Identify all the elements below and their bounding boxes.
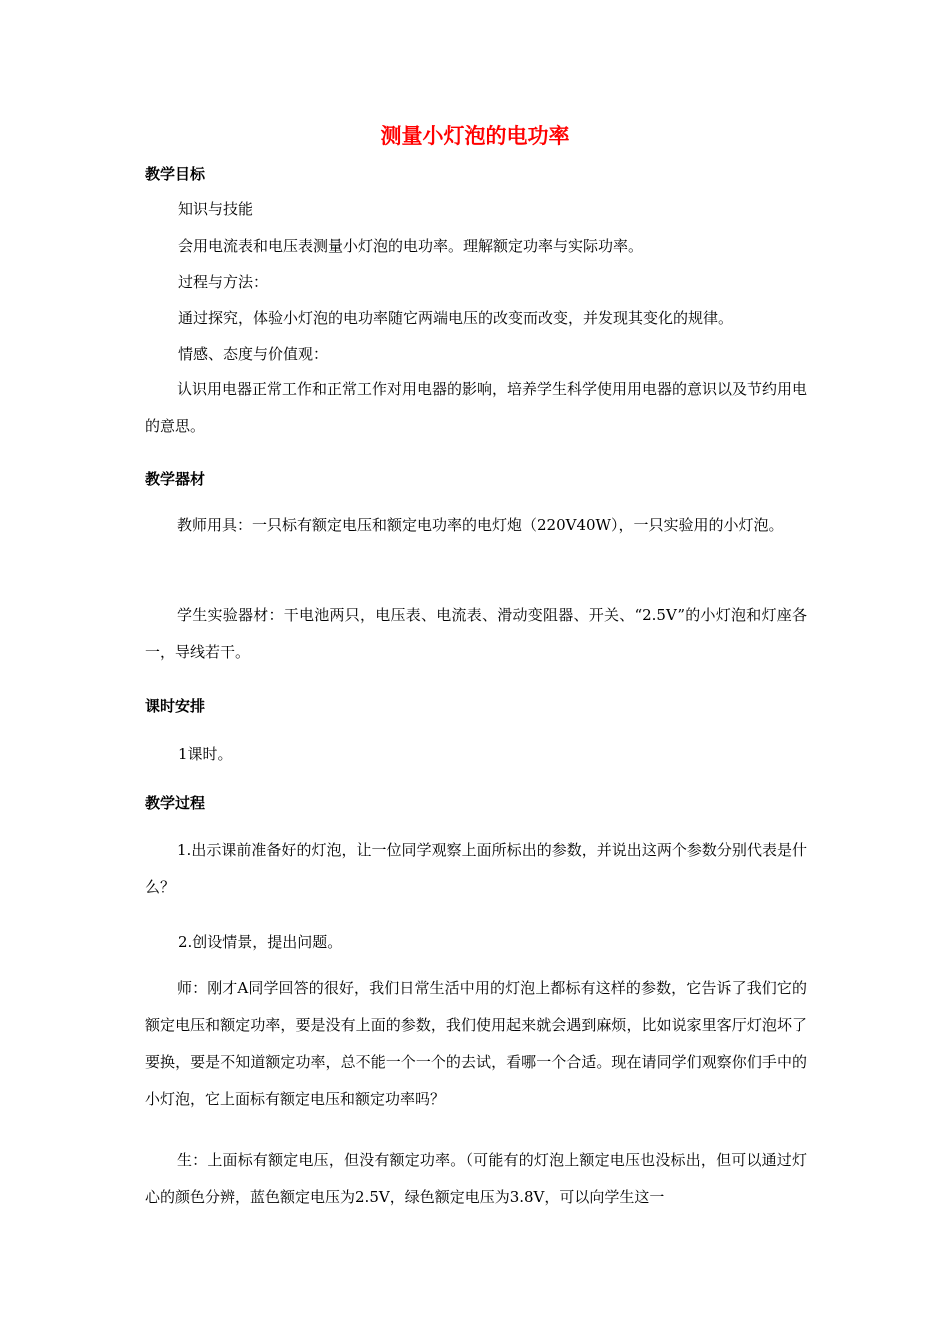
equipment-teacher: 教师用具：一只标有额定电压和额定电功率的电灯炮（220V40W），一只实验用的小灯泡。 (177, 516, 784, 534)
process-student-say: 生：上面标有额定电压，但没有额定功率。（可能有的灯泡上额定电压也没标出，但可以通过灯心的颜色分辨，蓝色额定电压为2.5V，绿色额定电压为3.8V，可以向学生这一 (145, 1151, 807, 1206)
document-title: 测量小灯泡的电功率 (380, 123, 570, 148)
goals-knowledge-text: 会用电流表和电压表测量小灯泡的电功率。理解额定功率与实际功率。 (178, 237, 644, 255)
goals-process-label: 过程与方法： (178, 273, 269, 291)
section-heading-schedule: 课时安排 (145, 697, 206, 715)
goals-emotion-label: 情感、态度与价值观： (178, 345, 329, 363)
process-step-1: 1.出示课前准备好的灯泡，让一位同学观察上面所标出的参数，并说出这两个参数分别代表是什么？ (145, 841, 807, 896)
section-heading-equipment: 教学器材 (145, 470, 206, 488)
goals-emotion-text: 认识用电器正常工作和正常工作对用电器的影响，培养学生科学使用用电器的意识以及节约用电的意思。 (145, 380, 808, 435)
equipment-student: 学生实验器材：干电池两只，电压表、电流表、滑动变阻器、开关、“2.5V”的小灯泡和灯座各一，导线若干。 (145, 606, 807, 661)
section-heading-goals: 教学目标 (145, 165, 206, 183)
process-teacher-say: 师：刚才A同学回答的很好，我们日常生活中用的灯泡上都标有这样的参数，它告诉了我们它的额定电压和额定功率，要是没有上面的参数，我们使用起来就会遇到麻烦，比如说家里客厅灯泡坏了要换，要是不知道额定功率，总不能一个一个的去试，看哪一个合适。现在请同学们观察你们手中的小灯泡，它上面标有额定电压和额定功率吗？ (145, 979, 807, 1108)
schedule-text: 1课时。 (178, 745, 233, 763)
goals-process-text: 通过探究，体验小灯泡的电功率随它两端电压的改变而改变，并发现其变化的规律。 (178, 309, 734, 327)
goals-knowledge-label: 知识与技能 (178, 200, 254, 218)
section-heading-process: 教学过程 (145, 794, 206, 812)
process-step-2: 2.创设情景，提出问题。 (178, 933, 343, 951)
